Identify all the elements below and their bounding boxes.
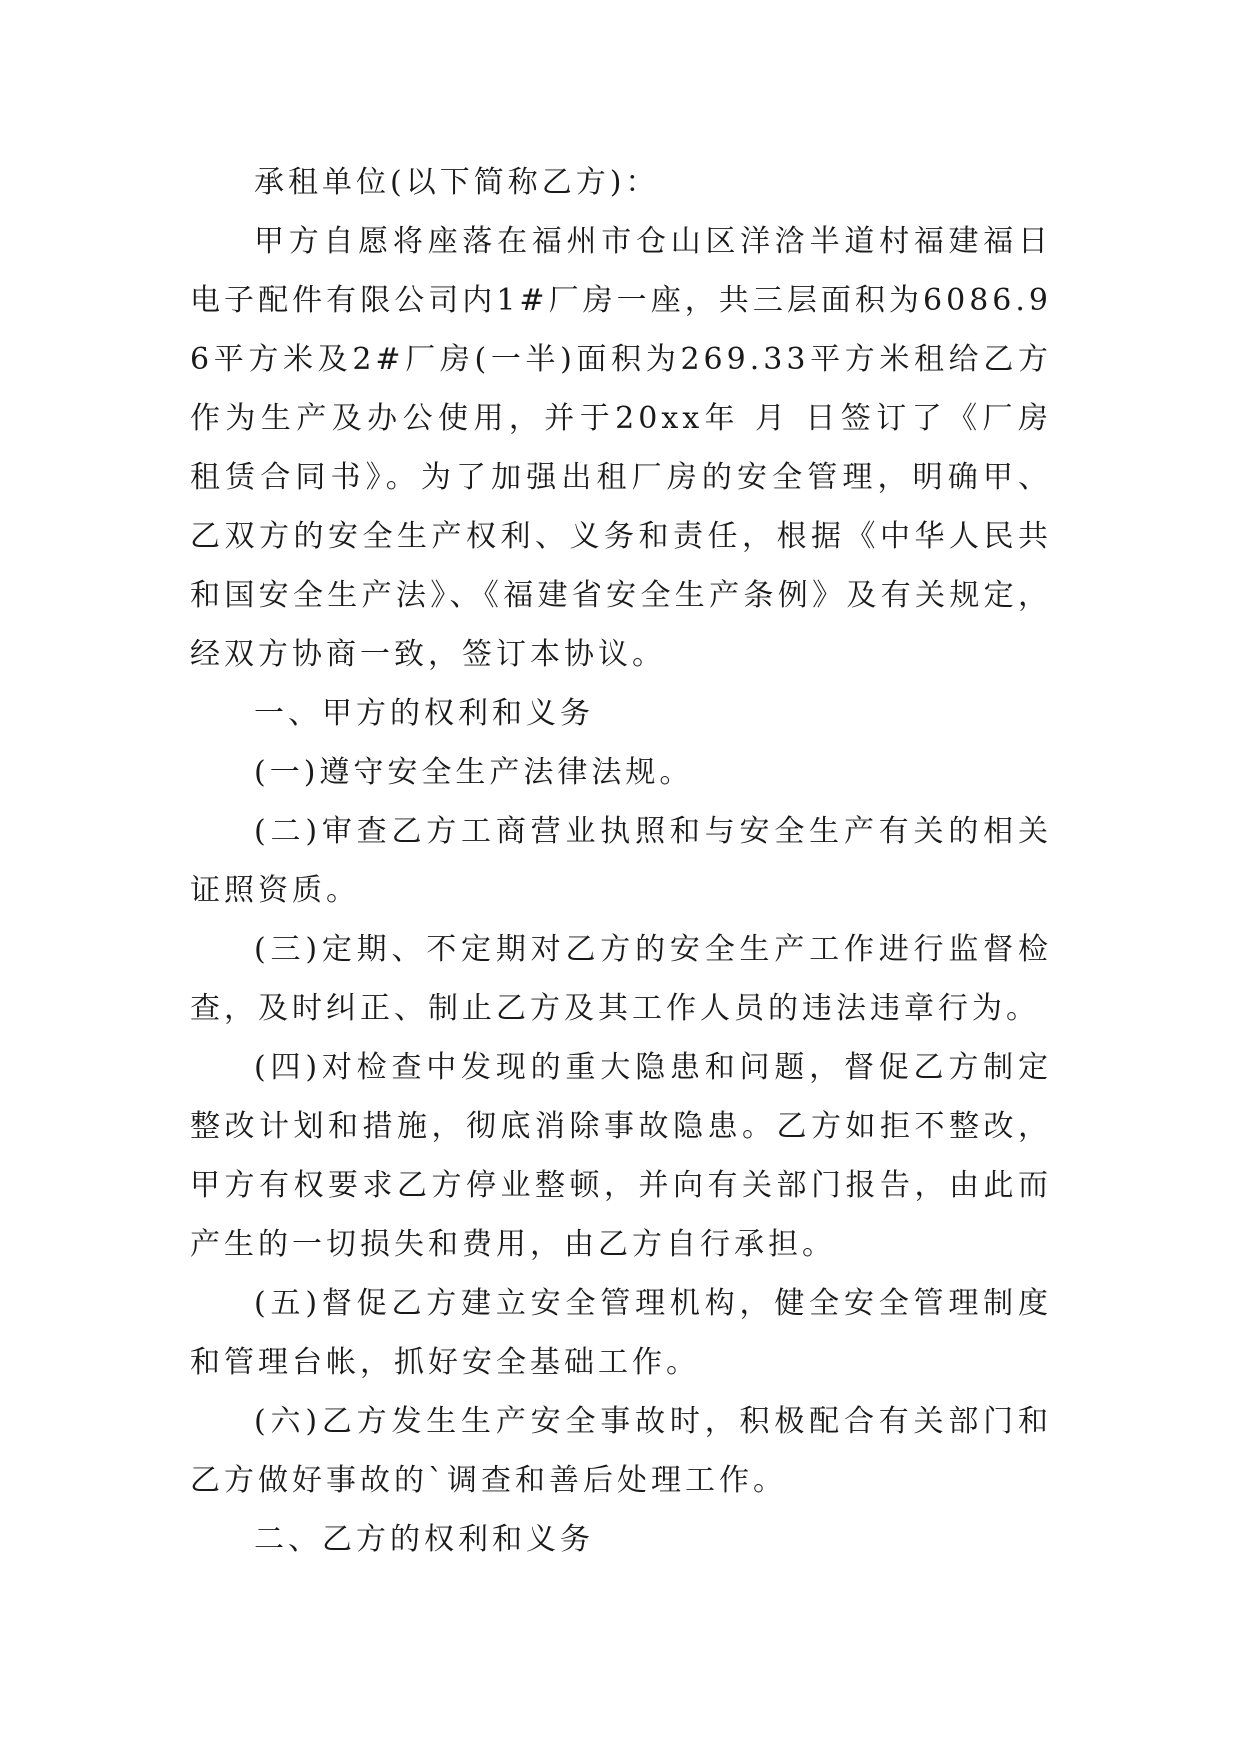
clause-a-3: (三)定期、不定期对乙方的安全生产工作进行监督检查，及时纠正、制止乙方及其工作人员的违法违章行为。 — [190, 932, 1052, 1026]
clause-a-6: (六)乙方发生生产安全事故时，积极配合有关部门和乙方做好事故的`调查和善后处理工作。 — [190, 1404, 1052, 1498]
clause-a-2: (二)审查乙方工商营业执照和与安全生产有关的相关证照资质。 — [190, 814, 1052, 908]
clause-a-4: (四)对检查中发现的重大隐患和问题，督促乙方制定整改计划和措施，彻底消除事故隐患。乙方如拒不整改，甲方有权要求乙方停业整顿，并向有关部门报告，由此而产生的一切损失和费用，由乙方自行承担。 — [190, 1050, 1052, 1262]
section-heading-party-b: 二、乙方的权利和义务 — [254, 1522, 594, 1557]
clause-a-1: (一)遵守安全生产法律法规。 — [254, 755, 694, 790]
paragraph-preamble: 甲方自愿将座落在福州市仓山区洋浛半道村福建福日电子配件有限公司内1#厂房一座，共三层面积为6086.96平方米及2#厂房(一半)面积为269.33平方米租给乙方作为生产及办公使用，并于20xx年 月 日签订了《厂房租赁合同书》。为了加强出租厂房的安全管理，明确甲、乙双方的安全生产权利、义务和责任，根据《中华人民共和国安全生产法》、《福建省安全生产条例》及有关规定，经双方协商一致，签订本协议。 — [190, 224, 1052, 672]
document-body — [190, 153, 1052, 1569]
paragraph-lessee-heading: 承租单位(以下简称乙方)： — [254, 165, 660, 200]
clause-a-5: (五)督促乙方建立安全管理机构，健全安全管理制度和管理台帐，抓好安全基础工作。 — [190, 1286, 1052, 1380]
section-heading-party-a: 一、甲方的权利和义务 — [254, 696, 594, 731]
